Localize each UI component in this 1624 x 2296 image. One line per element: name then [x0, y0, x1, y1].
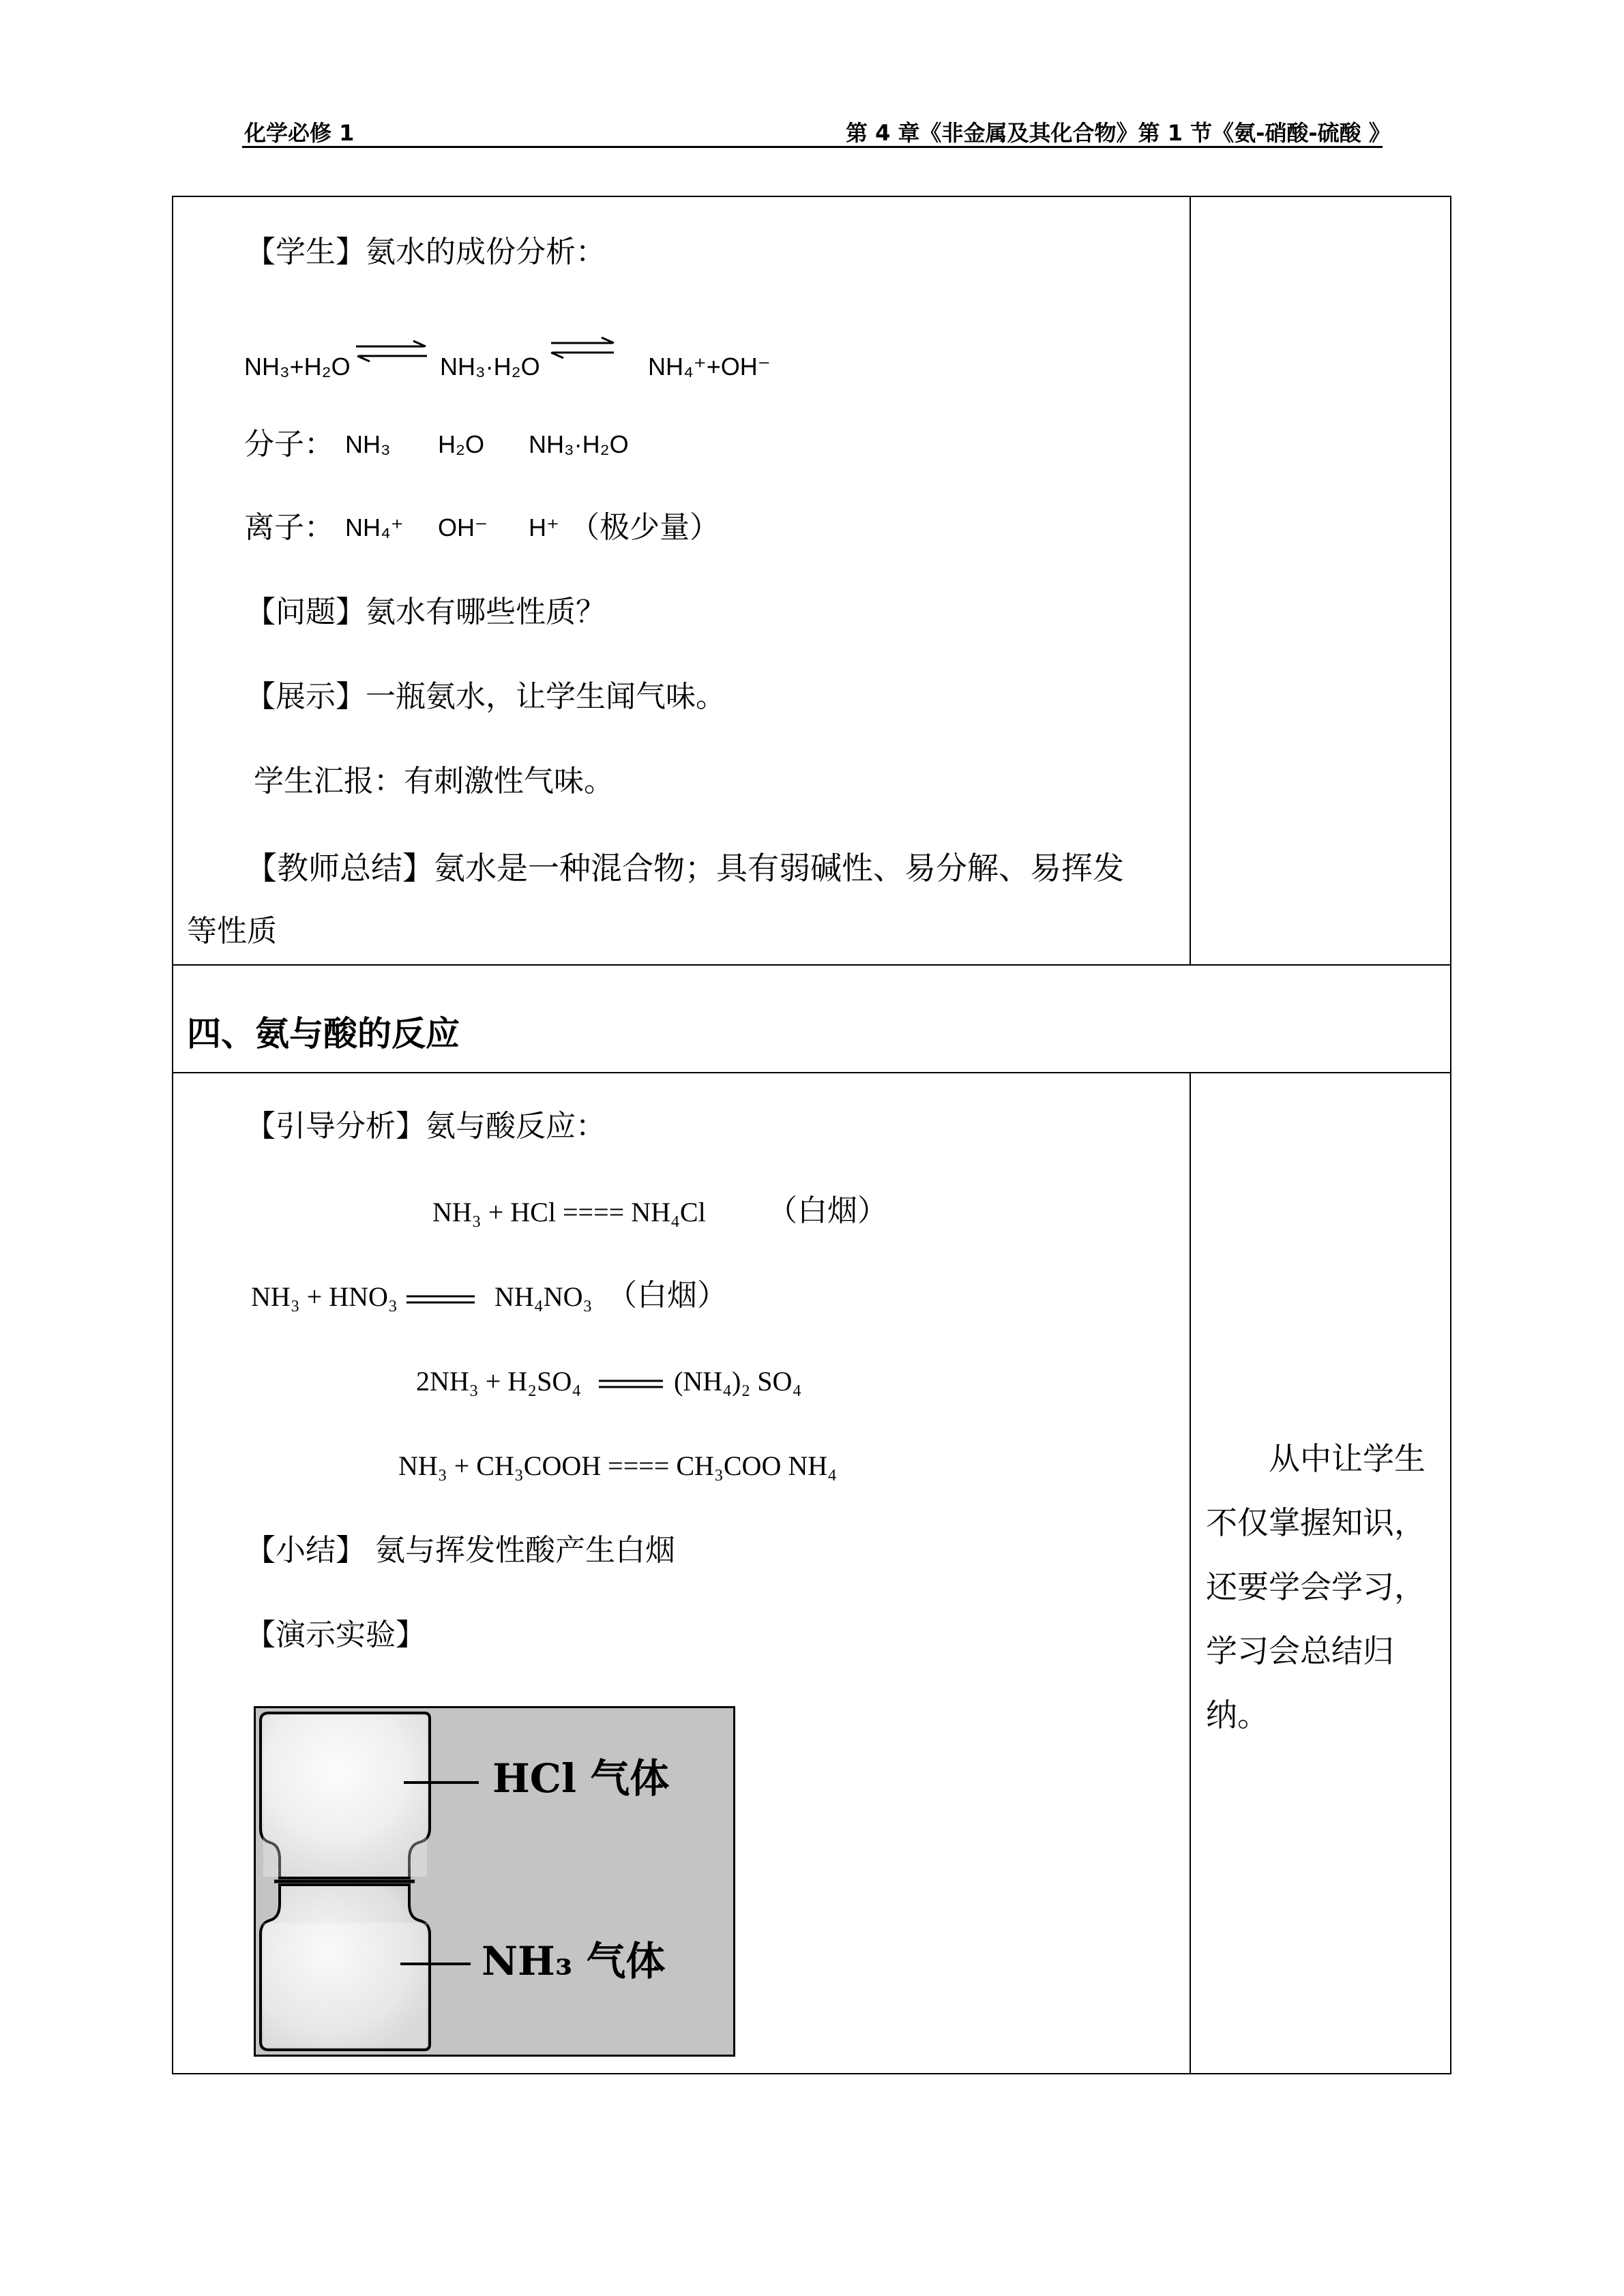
table-border-right — [1450, 196, 1451, 2074]
ions-note: （极少量） — [570, 510, 720, 545]
table-row-divider-2 — [172, 1072, 1451, 1073]
ion-nh4: NH₄⁺ — [345, 513, 404, 541]
table-border-top — [172, 196, 1451, 197]
section-heading: 四、氨与酸的反应 — [187, 1014, 460, 1054]
molecule-nh3: NH₃ — [345, 430, 391, 458]
student-analysis: 【学生】氨水的成份分析： — [246, 235, 606, 269]
table-column-divider-top — [1190, 196, 1191, 965]
demo-figure — [254, 1706, 735, 2057]
teacher-summary-line1: 【教师总结】氨水是一种混合物；具有弱碱性、易分解、易挥发 — [246, 850, 1124, 886]
table-column-divider-bottom — [1190, 1072, 1191, 2074]
equilibrium-arrow-2 — [548, 336, 617, 359]
ion-oh: OH⁻ — [438, 513, 488, 541]
table-row-divider-1 — [172, 964, 1451, 966]
equation-2-left: NH₃ + HNO₃ — [251, 1281, 398, 1312]
equilibrium-arrow-1 — [353, 340, 430, 363]
table-border-bottom — [172, 2073, 1451, 2074]
student-report: 学生汇报：有刺激性气味。 — [254, 764, 614, 799]
header-right: 第 4 章《非金属及其化合物》第 1 节《氨-硝酸-硫酸 》 — [846, 120, 1391, 146]
equation-2-equals — [407, 1294, 475, 1305]
equation-3-left: 2NH₃ + H₂SO₄ — [416, 1366, 582, 1397]
question: 【问题】氨水有哪些性质？ — [246, 595, 606, 629]
ion-h: H⁺ — [529, 513, 559, 541]
table-border-left — [172, 196, 173, 2074]
equation-4: NH₃ + CH₃COOH ==== CH₃COO NH₄ — [398, 1450, 838, 1481]
equation-2-note: （白烟） — [607, 1278, 727, 1313]
conclusion: 【小结】 氨与挥发性酸产生白烟 — [246, 1533, 675, 1568]
guide-analysis: 【引导分析】氨与酸反应： — [246, 1109, 606, 1144]
equilibrium-a: NH₃+H₂O — [244, 353, 351, 381]
equation-3-right: (NH₄)₂ SO₄ — [674, 1366, 802, 1397]
molecule-nh3-h2o: NH₃·H₂O — [529, 430, 629, 458]
equation-1: NH₃ + HCl ==== NH₄Cl — [432, 1197, 706, 1227]
equilibrium-b: NH₃·H₂O — [440, 353, 540, 381]
equilibrium-c: NH₄⁺+OH⁻ — [648, 353, 771, 381]
side-note: 从中让学生不仅掌握知识，还要学会学习，学习会总结归纳。 — [1206, 1440, 1426, 1733]
figure-label-hcl: HCl 气体 — [492, 1755, 670, 1802]
demo-experiment: 【演示实验】 — [246, 1617, 426, 1652]
show: 【展示】一瓶氨水，让学生闻气味。 — [246, 679, 726, 714]
molecule-h2o: H₂O — [438, 430, 484, 458]
equation-2-right: NH₄NO₃ — [494, 1281, 593, 1312]
ions-label: 离子： — [244, 510, 334, 545]
header-left: 化学必修 1 — [244, 120, 355, 146]
header-rule — [242, 146, 1383, 148]
figure-label-nh3: NH₃ 气体 — [482, 1938, 666, 1984]
teacher-summary-line2: 等性质 — [187, 914, 277, 949]
equation-1-note: （白烟） — [767, 1193, 887, 1228]
molecules-label: 分子： — [244, 427, 334, 462]
equation-3-equals — [599, 1379, 663, 1390]
